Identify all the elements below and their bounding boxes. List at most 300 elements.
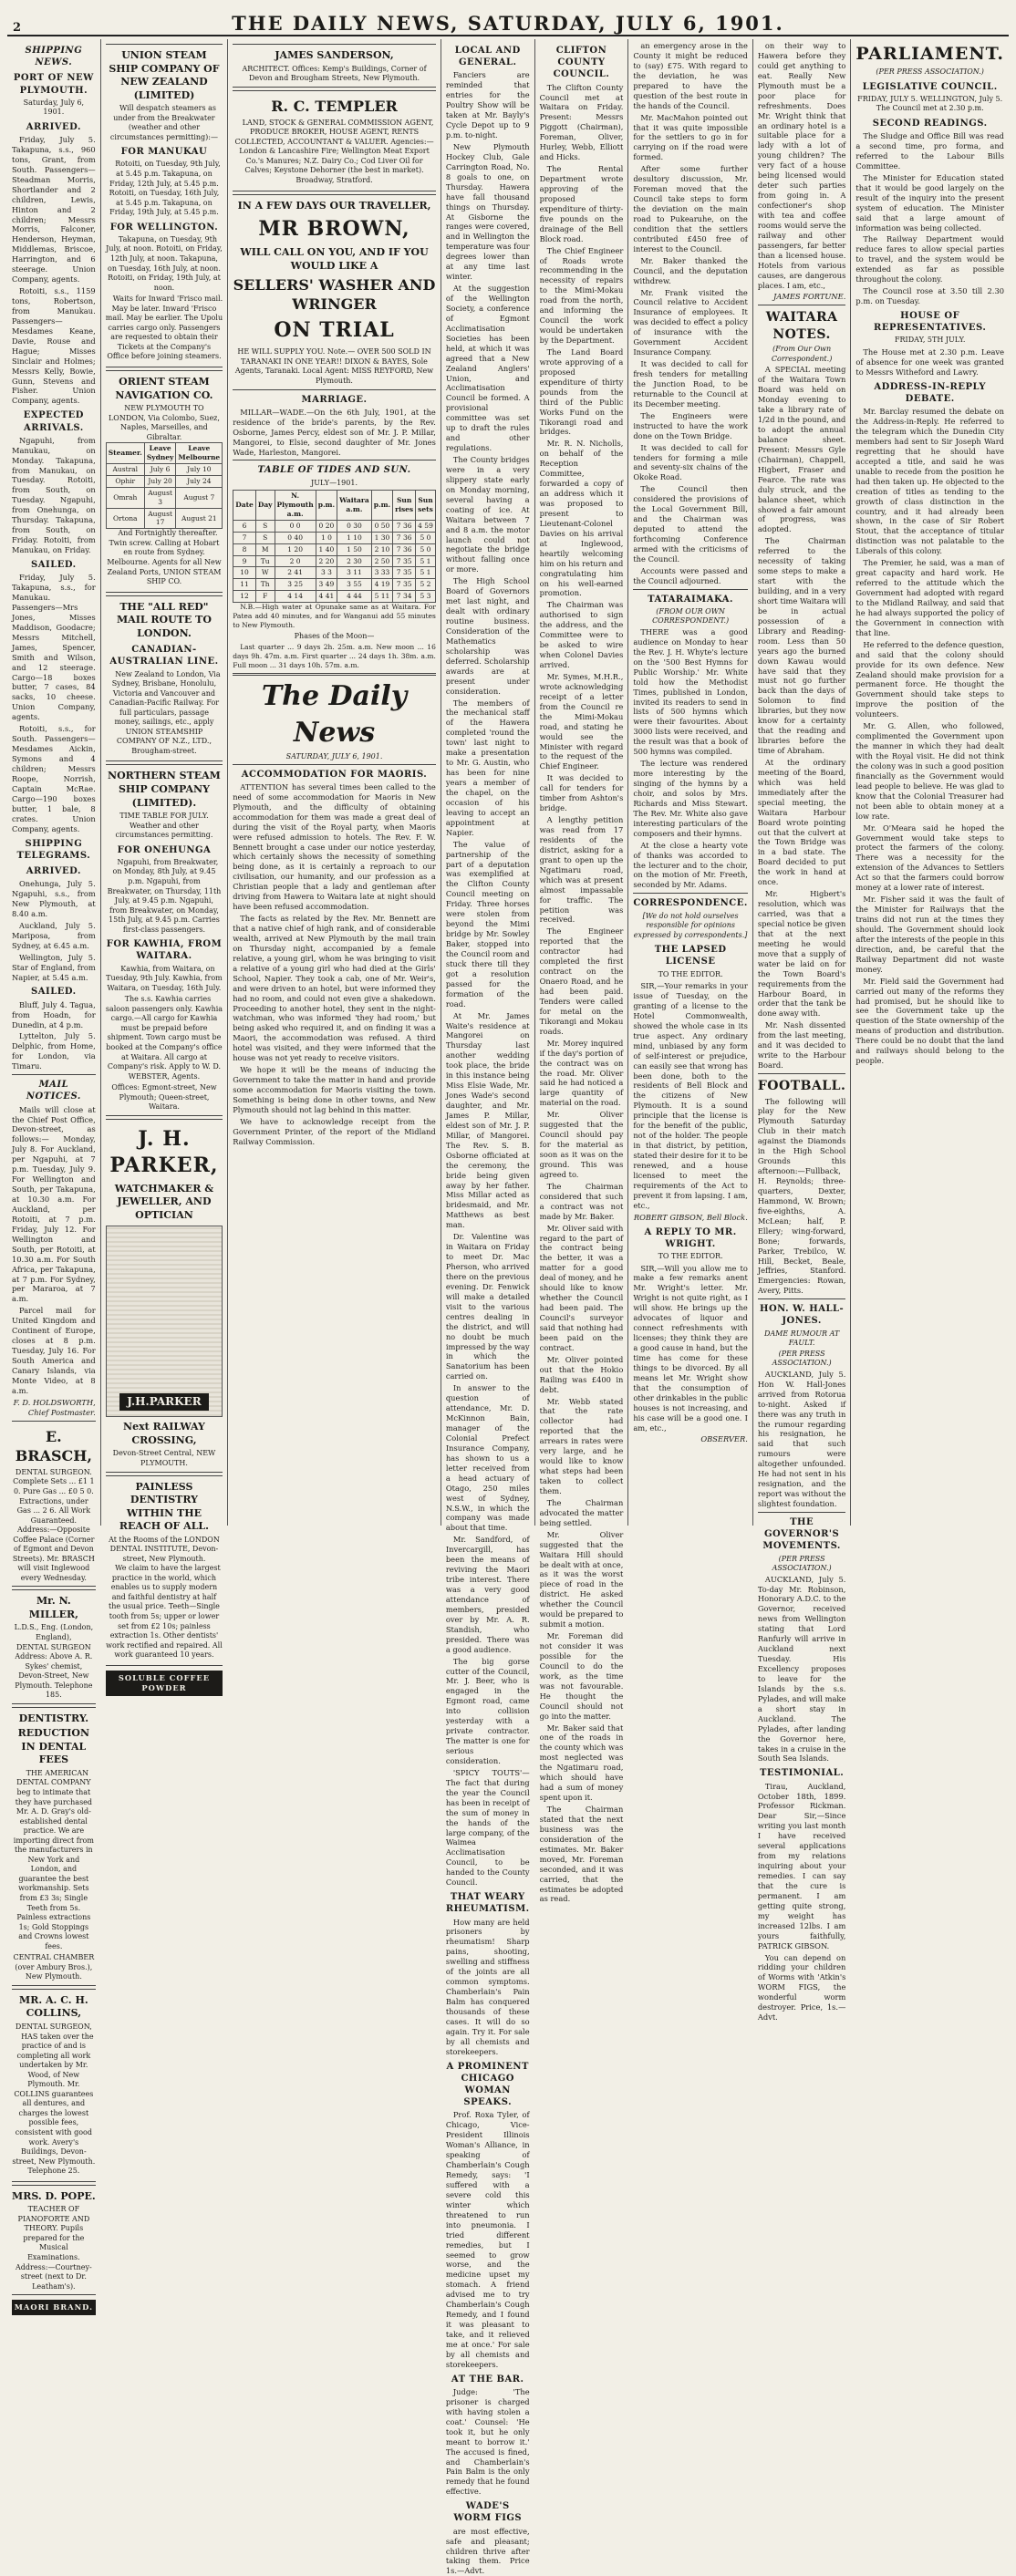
editorial-date: SATURDAY, JULY 6, 1901.	[233, 752, 436, 765]
shopfront-illustration	[106, 1226, 223, 1417]
coffee-powder-banner: SOLUBLE COFFEE POWDER	[106, 1671, 223, 1696]
article-paragraph: The Council then considered the provisions of the Local Government Bill, and the Chairman was deputed to attend the forthcoming Conference armed with the criticisms of the Council.	[633, 484, 748, 564]
article-paragraph: Mr. Higbert's resolution, which was carried, was that a special notice be given that at the next meeting he would move that a supply of water be laid on for the Town Board's requirements from the Harbour Board, in order that the tank be done away with.	[757, 889, 846, 1019]
subheading: SAILED.	[31, 559, 77, 570]
table-cell: August 7	[176, 487, 223, 508]
advert-title: NORTHERN STEAM SHIP COMPANY (LIMITED).	[108, 770, 221, 809]
byline: (From Our Own Correspondent.)	[771, 345, 833, 363]
advert-text: DENTAL SURGEON,	[15, 2022, 92, 2031]
advert-dentistry	[12, 1707, 96, 1986]
table-cell: 6	[233, 520, 256, 532]
section-heading: WAITARA NOTES.	[765, 310, 838, 342]
tide-table	[233, 490, 436, 603]
divider	[758, 1073, 846, 1074]
section-subheading: PORT OF NEW PLYMOUTH.	[13, 73, 94, 96]
advert-sellers-washer	[233, 194, 436, 390]
article-paragraph: The Chairman advocated the matter being settled.	[539, 1497, 624, 1527]
table-header: Waitara a.m.	[337, 491, 372, 521]
table-cell: 0 50	[371, 520, 392, 532]
article-paragraph: It was decided to call for tenders for timber from Ashton's bridge.	[539, 773, 624, 813]
editorial-heading: ACCOMMODATION FOR MAORIS.	[241, 769, 428, 780]
table-cell: Austral	[106, 464, 144, 476]
column-3	[228, 39, 441, 1526]
section-heading: MAIL NOTICES.	[26, 1080, 81, 1102]
subheading: EXPECTED ARRIVALS.	[23, 410, 84, 433]
article-paragraph: He referred to the defence question, and said that the colony should provide for its own defence. New Zealand should make provision for a permanent force. He thought the Government should take steps to improve the position of the volunteers.	[855, 639, 1004, 719]
advert-text: Offices: Egmont-street, New Plymouth; Queen-street, Waitara.	[111, 1083, 217, 1112]
divider	[633, 589, 748, 590]
subheading: SAILED.	[31, 987, 77, 998]
advert-title: MR BROWN,	[258, 217, 410, 242]
table-cell: 3 55	[337, 579, 372, 591]
editorial-paragraph: We have to acknowledge receipt from the Government Printer, of the report of the Midland Railway Commission.	[233, 1116, 436, 1146]
article-paragraph: How many are held prisoners by rheumatism! Sharp pains, shooting, swelling and stiffness of the joints are all common symptoms. Chamberlain's Pain Balm has conquered thousands of these cases. It will do so again. Try it. For sale by all chemists and storekeepers.	[445, 1917, 530, 2056]
table-cell: 7 36	[393, 520, 416, 532]
table-row	[106, 464, 222, 476]
table-row	[106, 508, 222, 529]
table-cell: 5 3	[416, 591, 436, 603]
article-paragraph: The Clifton County Council met at Waitara on Friday. Present: Messrs Piggott (Chairman), Foreman, Oliver, Hurley, Webb, Elliott and Hicks.	[539, 82, 624, 162]
table-cell: 3 11	[337, 567, 372, 579]
article-paragraph: Mr. Nash dissented from the last meeting, and it was decided to write to the Harbour Board.	[757, 1020, 846, 1071]
article-paragraph: The Chief Engineer of Roads wrote recommending in the necessity of repairs to the Mimi-Mokau road from the north, and informing the Council the work would be undertaken by the Department.	[539, 245, 624, 345]
advert-canadian-line	[106, 595, 223, 762]
table-cell: 3 3	[316, 567, 337, 579]
section-heading: HON. W. HALL-JONES.	[760, 1304, 845, 1327]
table-cell: July 10	[176, 464, 223, 476]
table-cell: 4 44	[337, 591, 372, 603]
table-cell: 3 25	[275, 579, 316, 591]
subheading: FOR WELLINGTON.	[109, 222, 219, 233]
table-cell: 7	[233, 532, 256, 543]
table-header: Sun rises	[393, 491, 416, 521]
table-cell: 3 49	[316, 579, 337, 591]
advert-text: NEW PLYMOUTH TO LONDON, Via Colombo, Suez, Naples, Marseilles, and Gibraltar.	[108, 404, 220, 441]
article-paragraph: Ngapuhi, from Manukau, on Monday. Takapuna, from Manukau, on Tuesday. Rotoiti, from South, on Tuesday. Ngapuhi, from Onehunga, on Thursday. Takapuna, from South, on Friday. Rotoiti, from Manukau, on Friday.	[12, 435, 96, 555]
advert-text: New Zealand to London, Via Sydney, Brisbane, Honolulu, Victoria and Vancouver and Canadian-Pacific Railway. For full particulars, passage money, sailings, etc., apply UNION STEAMSHIP COMPANY OF N.Z., LTD., Brougham-street.	[109, 669, 221, 755]
table-cell: Ophir	[106, 475, 144, 487]
subheading: FOR KAWHIA, FROM WAITARA.	[106, 939, 223, 962]
advert-title: REDUCTION IN DENTAL FEES	[17, 1727, 90, 1766]
table-cell: 12	[233, 591, 256, 603]
article-paragraph: THERE was a good audience on Monday to hear the Rev. J. H. Whyte's lecture on the '500 Best Hymns for Public Worship.' Mr. White told how the Methodist Times, published in London, invited its readers to send in lists of 500 hymns which were their favourites. About 3000 lists were received, and the result was that a book of 500 hymns was compiled.	[633, 626, 748, 757]
article-paragraph: Mr. Webb stated that the rate collector had reported that the arrears in rates were very large, and he would like to know what steps had been taken to collect them.	[539, 1396, 624, 1495]
advert-miller	[12, 1589, 96, 1703]
table-cell: 0 20	[316, 520, 337, 532]
masthead	[7, 5, 1009, 36]
table-cell: 4 19	[371, 579, 392, 591]
advert-text: DENTAL SURGEON	[16, 1642, 91, 1651]
divider	[233, 673, 436, 676]
editorial-paragraph: ATTENTION has several times been called to the need of some accommodation for Maoris in New Plymouth, and the difficulty of obtaining accommodation for them was made a great deal of during the visit of the Royal party, when Maoris were refused admission to hotels. The Rev. F. W. Bennett brought a case under our notice yesterday, which certainly shows the necessity of something being done, as it is certainly a reproach to our civilisation, our humanity, and our profession as a Christian people that a lady and gentleman after driving from Hawera to Waitara late at night should have been refused accommodation.	[233, 781, 436, 912]
section-heading: TABLE OF TIDES AND SUN.	[257, 465, 411, 476]
article-paragraph: Mr. O'Meara said he hoped the Government would take steps to protect the farmers of the colony. There was a necessity for the extension of the Advances to Settlers Act so that the farmers could borrow money at a lower rate of interest.	[855, 822, 1004, 893]
article-paragraph: The County bridges were in a very slippery state early on Monday morning, several having a coating of ice. At Waitara between 7 and 8 a.m. the motor launch could not negotiate the bridge without falling once or more.	[445, 455, 530, 574]
article-paragraph: Rotoiti, s.s., 1159 tons, Robertson, from Manukau. Passengers—Mesdames Keane, Davie, Rouse and Hague; Misses Sinclair and Holmes; Messrs Kelly, Bowie, Gunn, Stevens and Fisher. Union Company, agents.	[12, 286, 96, 406]
table-cell: 1 10	[337, 532, 372, 543]
section-heading: LOCAL AND GENERAL.	[454, 46, 521, 68]
sailing-table	[106, 442, 223, 529]
divider	[758, 1298, 846, 1299]
letter-heading: THE LAPSED LICENSE	[654, 945, 727, 967]
advert-title: UNION STEAM SHIP COMPANY OF NEW ZEALAND (LIMITED)	[109, 49, 220, 101]
table-header: Leave Melbourne	[176, 443, 223, 464]
article-paragraph: Auckland, July 5. Mariposa, from Sydney, at 6.45 a.m.	[12, 920, 96, 950]
table-cell: 11	[233, 579, 256, 591]
advert-london-dental	[106, 1475, 223, 1666]
table-cell: July 6	[144, 464, 176, 476]
advert-text: L.D.S., Eng. (London, England),	[14, 1623, 94, 1642]
table-cell: 0 40	[275, 532, 316, 543]
section-heading: PARLIAMENT.	[855, 44, 1004, 64]
advert-text: TEACHER OF PIANOFORTE AND THEORY. Pupils prepared for the Musical Examinations. Address:—Courtney-street (next to Dr. Leatham's).	[15, 2205, 92, 2291]
subheading: SECOND READINGS.	[872, 118, 988, 129]
article-paragraph: The Chairman stated that the next business was the consideration of the estimates. Mr. Baker moved, Mr. Foreman seconded, and it was carried, that the estimates be adopted as read.	[539, 1805, 624, 1904]
subheading: DAME RUMOUR AT FAULT.	[763, 1329, 840, 1348]
table-row	[233, 579, 436, 591]
article-paragraph: Mr. Sandford, of Invercargill, has been the means of reviving the Maori tribe interest. There was a very good attendance of members, presided over by Mr. A. R. Standish, who presided. There was a good audience.	[445, 1535, 530, 1654]
subheading: ARRIVED.	[26, 865, 81, 876]
advert-text: Kawhia, from Waitara, on Tuesday, 9th July. Kawhia, from Waitara, on Tuesday, 16th July.	[106, 964, 223, 992]
advert-text: DENTAL SURGEON.	[15, 1467, 92, 1476]
advert-text: At the Rooms of the LONDON DENTAL INSTITUTE, Devon-street, New Plymouth.	[109, 1535, 220, 1563]
article-paragraph: Friday, July 5. Takapuna, s.s., for Manukau. Passengers—Mrs Jones, Misses Maddison, Goodacre; Messrs Mitchell, James, Spencer, Smith and Wilson, and 12 steerage. Cargo—18 boxes butter, 7 cases, 84 sacks, 10 cheese. Union Company, agents.	[12, 573, 96, 722]
advert-title: MR. A. C. H. COLLINS,	[19, 1993, 88, 2020]
advert-text: Will despatch steamers as under from the Breakwater (weather and other circumstances permitting):—	[109, 104, 218, 141]
article-paragraph: A lengthy petition was read from 17 residents of the district, asking for a grant to open up the Ngatimaru road, which was at present almost impassable for traffic. The petition was received.	[539, 815, 624, 925]
advert-text: Takapuna, on Tuesday, 9th July, at noon. Rotoiti, on Friday, 12th July, at noon. Takapuna, on Tuesday, 16th July, at noon. Rotoiti, on Friday, 19th July, at noon.	[106, 234, 223, 292]
article-paragraph: Mr. Baker thanked the Council, and the deputation withdrew.	[633, 255, 748, 285]
advert-subtitle: WATCHMAKER & JEWELLER, AND OPTICIAN	[114, 1182, 214, 1221]
letter-paragraph: SIR,—Will you allow me to make a few remarks anent Mr. Wright's letter. Mr. Wright is not quite right, as I will show. He brings up the advocates of liquor and connect refreshments with licenses; they think they are a good cause in hand, but the time has come for these things to be divorced. By all means let Mr. Wright show that the consumption of other drinkables in the public houses is not increasing, and his case will be a good one. I am, etc.,	[633, 1263, 748, 1433]
article-paragraph: The following will play for the New Plymouth Saturday Club in their match against the Diamonds in the High School Grounds this afternoon:—Fullback, H. Reynolds; three-quarters, Dexter, Hammond, W. Brown; five-eighths, A. McLean; half, P. Ellery; wing-forward, Bone; forwards, Parker, Trebilco, W. Hill, Becket, Beale, Jeffries, Stanford. Emergencies: Rowan, Avery, Pitts.	[757, 1096, 846, 1296]
advert-brasch	[12, 1421, 96, 1588]
table-cell: 7 36	[393, 543, 416, 555]
dateline: FRIDAY, JULY 5. WELLINGTON, July 5. The Council met at 2.30 p.m.	[857, 94, 1003, 113]
subheading: WADE'S WORM FIGS	[453, 2501, 523, 2524]
article-paragraph: At Mr. James Waite's residence at Mangorei on Thursday last another wedding took place, the bride in this instance being Miss Elsie Wade, Mr. Jones Wade's second daughter, and Mr. James P. Millar, eldest son of Mr. J. P. Millar, of Mangorei. The Rev. S. B. Osborne officiated at the ceremony, the bride being given away by her father. Miss Millar acted as bridesmaid, and Mr. Matthews as best man.	[445, 1010, 530, 1230]
table-cell: 8	[233, 543, 256, 555]
article-paragraph: It was decided to call for tenders for forming a mile and seventy-six chains of the Okoke Road.	[633, 442, 748, 482]
advert-title: PAINLESS DENTISTRY WITHIN THE REACH OF ALL.	[119, 1480, 209, 1533]
advert-text: Waits for Inward 'Frisco mail. May be later. Inward 'Frisco mail. May be earlier. The Upolu carries cargo only. Passengers are requested to obtain their Tickets at the Company's Office before joining steamers.	[105, 295, 223, 361]
article-paragraph: The House met at 2.30 p.m. Leave of absence for one week was granted to Messrs Witheford and Lawry.	[855, 347, 1004, 377]
subheading: ARRIVED.	[26, 121, 81, 132]
article-paragraph: Bluff, July 4. Tagua, from Hoadn, for Dunedin, at 4 p.m.	[12, 999, 96, 1029]
advert-text: IN A FEW DAYS OUR TRAVELLER,	[237, 199, 431, 212]
article-paragraph: The Chairman referred to the necessity of taking some steps to make a start with the building, and in a very short time Waitara will be in actual possession of a Library and Reading-room. Less than 50 years ago the burned down Kawau would have said that they must not go further back than the days of Solomon to find libraries, but they now know for a certainty that the reading and libraries before the time of Abraham.	[757, 536, 846, 756]
advert-text: Ngapuhi, from Breakwater, on Monday, 8th July, at 9.45 p.m. Ngapuhi, from Breakwater, on Thursday, 11th July, at 9.45 p.m. Ngapuhi, from Breakwater, on Monday, 15th July, at 9.45 p.m. Carries first-class passengers.	[107, 857, 222, 934]
table-cell: 2 30	[337, 555, 372, 567]
table-row	[106, 487, 222, 508]
page-number: 2	[13, 21, 22, 35]
article-paragraph: Mr. Oliver suggested that the Council should pay for the material as soon as it was on the ground. This was agreed to.	[539, 1110, 624, 1179]
article-paragraph: Mr. Symes, M.H.R., wrote acknowledging receipt of a letter from the Council re the Mimi-Mokau road, and stating he would see the Minister with regard to the request of the Chief Engineer.	[539, 671, 624, 771]
table-cell: 1 40	[316, 543, 337, 555]
table-cell: 3 33	[371, 567, 392, 579]
table-cell: 5 1	[416, 555, 436, 567]
advert-title: ORIENT STEAM NAVIGATION CO.	[115, 376, 213, 401]
advert-union-steam-ship	[106, 44, 223, 367]
advert-text: Address:—Opposite Coffee Palace (Corner of Egmont and Devon Streets). Mr. BRASCH will visit Inglewood every Wednesday.	[12, 1526, 95, 1582]
article-paragraph: The Chairman was authorised to sign the address, and the Committee were to be asked to wire when Colonel Davies arrived.	[539, 600, 624, 669]
table-cell: 0 30	[337, 520, 372, 532]
subheading: Phases of the Moon—	[294, 631, 375, 640]
advert-text: ARCHITECT. Offices: Kemp's Buildings, Corner of Devon and Brougham Streets, New Plymouth.	[242, 64, 427, 83]
advert-title: ON TRIAL	[274, 318, 395, 343]
signature: F. D. HOLDSWORTH, Chief Postmaster.	[13, 1397, 96, 1417]
section-heading: FOOTBALL.	[757, 1079, 846, 1094]
column-1	[7, 39, 101, 2312]
table-header: p.m.	[316, 491, 337, 521]
advert-orient-line	[106, 370, 223, 593]
signature: JAMES FORTUNE.	[773, 292, 846, 302]
table-cell: 4 14	[275, 591, 316, 603]
advert-text: Complete Sets ... £1 1 0. Pure Gas ... £0 5 0. Extractions, under Gas ... 2 6. All Work Guaranteed.	[13, 1477, 95, 1525]
article-paragraph: Mr. Fisher said it was the fault of the Minister for Railways that the trains did not run at the times they should. The Government should look after the interests of the people in this direction, and, be careful that the Railway Department did not waste money.	[855, 895, 1004, 974]
column-6	[628, 39, 753, 1526]
article-paragraph: Wellington, July 5. Star of England, from Napier, at 5.45 a.m.	[12, 952, 96, 982]
article-paragraph: Mr. Field said the Government had carried out many of the reforms they had promised, but he should like to see the Government take up the question of the State ownership of the means of production and distribution. There could be no doubt that the land and railways should belong to the people.	[855, 976, 1004, 1066]
article-paragraph: The Minister for Education stated that it would be good largely on the result of the inquiry into the present system of education. The Minister said that a large amount of information was being collected.	[855, 172, 1004, 233]
article-paragraph: are most effective, safe and pleasant; children thrive after taking them. Price 1s.—Advt.	[445, 2526, 530, 2576]
table-cell: 7 34	[393, 591, 416, 603]
byline: (FROM OUR OWN CORRESPONDENT.)	[652, 606, 730, 626]
column-4	[441, 39, 535, 2576]
divider	[758, 1512, 846, 1513]
section-heading: TATARAIMAKA.	[648, 594, 734, 605]
table-row	[233, 543, 436, 555]
byline: (PER PRESS ASSOCIATION.)	[772, 1554, 832, 1573]
advert-collins	[12, 1989, 96, 2182]
table-cell: 2 50	[371, 555, 392, 567]
article-paragraph: Mr. MacMahon pointed out that it was quite impossible for the settlers to go in for carrying on if the road were formed.	[633, 112, 748, 162]
table-cell: F	[255, 591, 275, 603]
table-header: p.m.	[371, 491, 392, 521]
article-paragraph: New Plymouth Hockey Club, Gale Carrington Road, No. 8 goals to one, on Thursday. Hawera have fall thousand things on Thursday. At Gisborne the ranges were covered, and in Wellington the temperature was four degrees lower than at any time last winter.	[445, 141, 530, 282]
article-paragraph: The lecture was rendered more interesting by the singing of the hymns by a choir, and solos by Mrs. Richards and Miss Stewart. The Rev. Mr. White also gave interesting particulars of the composers and their hymns.	[633, 759, 748, 838]
advert-text: TIME TABLE FOR JULY. Weather and other circumstances permitting.	[115, 812, 213, 840]
table-header: Steamer.	[106, 443, 144, 464]
article-paragraph: Mails will close at the Chief Post Office, Devon-street, as follows:— Monday, July 8. For Auckland, per Ngapuhi, at 7 p.m. Tuesday, July 9. For Wellington and South, per Takapuna, at 10.30 a.m. For Auckland, per Rotoiti, at 7 p.m. Friday, July 12. For Wellington and South, per Rotoiti, at 10.30 a.m. For South Africa, per Takapuna, at 7 p.m. For Sydney, per Mararoa, at 7 a.m.	[12, 1104, 96, 1304]
advert-title: JAMES SANDERSON,	[275, 49, 394, 61]
article-paragraph: Lyttelton, July 5. Delphic, from Home, for London, via Timaru.	[12, 1031, 96, 1071]
article-paragraph: Mr. R. N. Nicholls, on behalf of the Reception Committee, forwarded a copy of an address which it was proposed to present to Lieutenant-Colonel Davies on his arrival at Inglewood, heartily welcoming him on his return and congratulating him on his well-earned promotion.	[539, 439, 624, 598]
article-paragraph: At the suggestion of the Wellington Society, a conference of Egmont Acclimatisation Societies has been held, at which it was agreed that a New Zealand Anglers' Union, and Acclimatisation Council be formed. A provisional committee was set up to draft the rules and other regulations.	[445, 284, 530, 453]
table-cell: Tu	[255, 555, 275, 567]
advert-title: R. C. TEMPLER	[271, 97, 398, 115]
article-paragraph: AUCKLAND, July 5. To-day Mr. Robinson, Honorary A.D.C. to the Governor, received news from Wellington stating that Lord Ranfurly will arrive in Auckland next Tuesday. His Excellency proposes to leave for the Islands by the s.s. Pylades, and will make a short stay in Auckland. The Pylades, after landing the Governor here, takes in a cruise in the South Sea Islands.	[757, 1574, 846, 1764]
table-cell: Th	[255, 579, 275, 591]
table-cell: August 3	[144, 487, 176, 508]
table-cell: 0 0	[275, 520, 316, 532]
byline: (PER PRESS ASSOCIATION.)	[772, 1349, 832, 1368]
subheading: THAT WEARY RHEUMATISM.	[445, 1892, 530, 1915]
article-paragraph: Friday, July 5. Takapuna, s.s., 960 tons, Grant, from South. Passengers—Steadman Morris, Shortlander and 2 children, Lewis, Hinton and 2 children; Messrs Morris, Falconer, Henderson, Heyman, Middlemas, Briscoe, Harrington, and 6 steerage. Union Company, agents.	[12, 135, 96, 284]
table-cell: 5 2	[416, 579, 436, 591]
article-paragraph: The value of partnership of the part of a deputation was exemplified at the Clifton County Council meeting on Friday. Three horses were stolen from beyond the Mimi bridge by Mr. Sowley Baker, stopped into the Council room and stuck there till they got a resolution passed for the formation of the road.	[445, 839, 530, 1009]
column-8	[851, 39, 1009, 1526]
subheading: FOR MANUKAU	[120, 147, 208, 158]
table-row	[233, 591, 436, 603]
advert-text: Devon-Street Central, NEW PLYMOUTH.	[112, 1449, 216, 1467]
advert-text: HAS taken over the practice of and is completing all work undertaken by Mr. Wood, of New Plymouth. Mr. COLLINS guarantees all dentures, and charges the lowest possible fees, consistent with good work. Avery's Buildings, Devon-street, New Plymouth. Telephone 25.	[12, 2032, 96, 2176]
article-paragraph: MILLAR—WADE.—On the 6th July, 1901, at the residence of the bride's parents, by the Rev. Osborne, James Percy, eldest son of Mr. J. P. Millar, Mangorei, to Elsie, second daughter of Mr. Jones Wade, Harleston, Mangorei.	[233, 407, 436, 457]
article-paragraph: The Premier, he said, was a man of great capacity and hard work. He referred to the attitude which the Government had adopted with regard to the Midland Railway, and said that he had always supported the policy of the Government in connection with that line.	[855, 558, 1004, 637]
article-paragraph: Prof. Roxa Tyler, of Chicago, Vice-President Illinois Woman's Alliance, in speaking of Chamberlain's Cough Remedy, says: 'I suffered with a severe cold this winter which threatened to run into pneumonia. I tried different remedies, but I seemed to grow worse, and the medicine upset my stomach. A friend advised me to try Chamberlain's Cough Remedy, and I found it was pleasant to take, and it relieved me at once.' For sale by all chemists and storekeepers.	[445, 2110, 530, 2369]
subheading: MARRIAGE.	[301, 394, 368, 405]
article-paragraph: The Rental Department wrote approving of the proposed expenditure of thirty-five pounds on the drainage of the Bell Block road.	[539, 164, 624, 243]
divider	[12, 1074, 96, 1075]
table-cell: 5 1	[416, 567, 436, 579]
byline: (PER PRESS ASSOCIATION.)	[876, 67, 984, 77]
advert-pope	[12, 2185, 96, 2295]
table-cell: 1 20	[275, 543, 316, 555]
table-row	[233, 555, 436, 567]
table-header: Date	[233, 491, 256, 521]
table-row	[233, 567, 436, 579]
advert-text: WILL CALL ON YOU, AND IF YOU WOULD LIKE A	[240, 246, 429, 272]
column-2	[101, 39, 228, 1692]
article-paragraph: Mr. Barclay resumed the debate on the Address-in-Reply. He referred to the telegram which the Dunedin City members had sent to Sir Joseph Ward regretting that he should have accepted a title, and said he was unable to recede from the position he had then taken up. He objected to the creation of titles as tending to the growth of class distinction in the country, and it had already been shown, in the case of Sir Robert Stout, that the acceptance of titular distinction was not palatable to the Liberals of this colony.	[855, 407, 1004, 556]
table-row	[233, 520, 436, 532]
article-paragraph: You can depend on ridding your children of Worms with 'Atkin's WORM FIGS, the wonderful worm destroyer. Price, 1s.—Advt.	[757, 1952, 846, 2023]
table-cell: Ortona	[106, 508, 144, 529]
advert-text: LAND, STOCK & GENERAL COMMISSION AGENT, PRODUCE BROKER, HOUSE AGENT, RENTS COLLECTED, ACCOUNTANT & VALUER. Agencies:— London & Lancashire Fire; Wellington Meat Export Co.'s Manures; N.Z. Dairy Co.; Cod Liver Oil for Calves; Keystone Dehorner (the best in market). Broadway, Stratford.	[234, 118, 434, 184]
advert-title: Next RAILWAY CROSSING,	[123, 1421, 205, 1446]
table-cell: 5 0	[416, 543, 436, 555]
article-paragraph: Mr. Foreman did not consider it was possible for the Council to do the work, as the time was not favourable. He thought the Council should not go into the matter.	[539, 1631, 624, 1721]
table-header: N. Plymouth a.m.	[275, 491, 316, 521]
letter-salutation: TO THE EDITOR.	[658, 1251, 723, 1260]
advert-text: THE AMERICAN DENTAL COMPANY beg to intimate that they have purchased Mr. A. D. Gray's old-established dental practice. We are importing direct from the manufacturers in New York and London, and guarantee the best workmanship. Sets from £3 3s; Single Teeth from 5s. Painless extractions 1s; Gold Stoppings and Crowns lowest fees.	[13, 1768, 94, 1950]
article-paragraph: Mr. Oliver said with regard to the part of the contract being the better, it was a matter for a good deal of money, and he should like to know whether the Council had been paid. The Council's surveyor said that nothing had been paid on the contract.	[539, 1223, 624, 1352]
table-cell: Omrah	[106, 487, 144, 508]
table-cell: 7 36	[393, 532, 416, 543]
table-cell: July 24	[176, 475, 223, 487]
advert-title: Mr. N. MILLER,	[28, 1595, 78, 1620]
subheading: HOUSE OF REPRESENTATIVES.	[874, 311, 987, 334]
editorial-paragraph: We hope it will be the means of inducing the Government to take the matter in hand and provide some accommodation for Maoris visiting the town. Something is being done in other towns, and New Plymouth should not lag behind in this matter.	[233, 1065, 436, 1114]
advert-title: DENTISTRY.	[18, 1712, 89, 1724]
table-cell: S	[255, 532, 275, 543]
article-paragraph: After some further desultory discussion, Mr. Foreman moved that the Council take steps to form the deviation on the main road to Pukearuhe, on the condition that the settlers contributed £450 free of interest to the Council.	[633, 164, 748, 253]
signature: OBSERVER.	[700, 1434, 748, 1444]
page-title: THE DAILY NEWS, SATURDAY, JULY 6, 1901.	[232, 12, 784, 35]
article-paragraph: 'SPICY TOUTS'—The fact that during the year the Council has been in receipt of the sum of money in the hands of the large company, of the Waimea Acclimatisation Council, to be handed to the County Council.	[445, 1767, 530, 1888]
advert-title: THE "ALL RED" MAIL ROUTE TO LONDON.	[117, 600, 212, 639]
table-cell: 4 59	[416, 520, 436, 532]
article-paragraph: At the close a hearty vote of thanks was accorded to the lecturer and to the choir, on the motion of Mr. Freeth, seconded by Mr. Adams.	[633, 840, 748, 890]
subheading: CANADIAN-AUSTRALIAN LINE.	[109, 645, 219, 667]
table-cell: August 17	[144, 508, 176, 529]
moon-phases: Last quarter ... 9 days 2h. 25m. a.m. New moon ... 16 days 9h. 47m. a.m. First quarter ... 24 days 1h. 38m. a.m. Full moon ... 31 days 10h. 57m. a.m.	[233, 643, 436, 670]
advert-northern-steam-ship	[106, 764, 223, 1115]
table-row	[233, 532, 436, 543]
article-paragraph: The Sludge and Office Bill was read a second time, pro forma, and referred to the Labour Bills Committee.	[855, 131, 1004, 171]
advert-text: CENTRAL CHAMBER (over Ambury Bros.), New Plymouth.	[13, 1953, 95, 1981]
shop-sign: J.H.PARKER	[119, 1393, 208, 1412]
subheading: LEGISLATIVE COUNCIL.	[862, 81, 998, 92]
table-cell: August 21	[176, 508, 223, 529]
table-cell: M	[255, 543, 275, 555]
article-paragraph: Mr. Oliver pointed out that the Hokio Railing was £400 in debt.	[539, 1354, 624, 1394]
article-paragraph: an emergency arose in the County it might be reduced to (say) £75. With regard to the deviation, he was prepared to have the question of the best route in the hands of the Council.	[633, 41, 748, 110]
advert-text: Address: Above A. R. Sykes' chemist, Devon-Street, New Plymouth. Telephone 185.	[15, 1652, 93, 1700]
article-paragraph: At the ordinary meeting of the Board, which was held immediately after the special meeting, the Waitara Harbour Board wrote pointing out that the culvert at the Town Bridge was in a bad state. The Board decided to put the work in hand at once.	[757, 757, 846, 887]
section-heading: CLIFTON COUNTY COUNCIL.	[553, 46, 610, 80]
table-header: Leave Sydney	[144, 443, 176, 464]
columns	[7, 39, 1009, 2576]
dateline: JULY—1901.	[311, 478, 358, 487]
article-paragraph: Tirau, Auckland, October 18th, 1899. Professor Rickman. Dear Sir,—Since writing you last month I have received several applications from my relations inquiring about your remedies. I can say that the cure is permanent. I am getting quite strong, my weight has increased 12lbs. I am yours faithfully, PATRICK GIBSON.	[757, 1781, 846, 1950]
dateline: FRIDAY, 5TH JULY.	[894, 336, 966, 345]
advert-templer	[233, 90, 436, 191]
section-heading: SHIPPING NEWS.	[25, 46, 83, 68]
subheading: A PROMINENT CHICAGO WOMAN SPEAKS.	[446, 2061, 529, 2108]
subheading: ADDRESS-IN-REPLY DEBATE.	[874, 381, 987, 404]
article-paragraph: The big gorse cutter of the Council, Mr. J. Beer, who is engaged in the Egmont road, came into collision yesterday with a private contractor. The matter is one for serious consideration.	[445, 1656, 530, 1765]
article-paragraph: Parcel mail for United Kingdom and Continent of Europe, closes at 8 p.m. Tuesday, July 16. For South America and Canary Islands, via Monte Video, at 8 a.m.	[12, 1306, 96, 1395]
table-cell: 1 50	[337, 543, 372, 555]
table-cell: 10	[233, 567, 256, 579]
letter-paragraph: on their way to Hawera before they could get anything to eat. Really New Plymouth must be a poor place for refreshments. Does Mr. Wright think that an ordinary hotel is a suitable place for a lady with a lot of young children? The very fact of a house being licensed would deter such parties from going in. A confectioner's shop with tea and coffee rooms would serve the railway and other passengers, far better than a licensed house. Hotels from various causes, are dangerous places. I am, etc.,	[757, 41, 846, 290]
article-paragraph: Judge: 'The prisoner is charged with having stolen a coat.' Counsel: 'He took it, but he only meant to borrow it.' The accused is fined, and Chamberlain's Pain Balm is the only remedy that he found effective.	[445, 2386, 530, 2497]
advert-title: E. BRASCH,	[15, 1427, 92, 1464]
table-cell: 5 11	[371, 591, 392, 603]
table-cell: 9	[233, 555, 256, 567]
article-paragraph: Onehunga, July 5. Ngapuhi, s.s., from New Plymouth, at 8.40 a.m.	[12, 879, 96, 918]
table-cell: 2 41	[275, 567, 316, 579]
letter-salutation: TO THE EDITOR.	[658, 969, 723, 978]
article-paragraph: The Railway Department would reduce fares to allow special parties to travel, and the system would be extended as far as possible throughout the colony.	[855, 234, 1004, 284]
table-cell: W	[255, 567, 275, 579]
table-cell: 7 35	[393, 555, 416, 567]
article-paragraph: It was decided to call for fresh tenders for metalling the Junction Road, to be returnable to the Council at its December meeting.	[633, 359, 748, 409]
editorial-masthead: The Daily News	[261, 679, 408, 749]
dateline: Saturday, July 6, 1901.	[23, 98, 85, 117]
letter-paragraph: SIR,—Your remarks in your issue of Tuesday, on the granting of a license to the Hotel Commonwealth, showed the whole case in its true aspect. Any ordinary mind, unbiased by any form of self-interest or prejudice, can easily see that wrong has been done, both to the residents of Bell Block and the citizens of New Plymouth. It is a sound principle that the license is for the benefit of the public, not of the holder. The people in that district, by petition, stated their desire for it to be renewed, and a house licensed to meet the requirements of the Act to prevent it from lapsing. I am, etc.,	[633, 981, 748, 1210]
advert-title: SELLERS' WASHER AND WRINGER	[233, 276, 436, 314]
table-cell: July 20	[144, 475, 176, 487]
signature: ROBERT GIBSON, Bell Block.	[633, 1212, 748, 1222]
article-paragraph: The Engineer reported that the contractor had completed the first contract on the Onaero Road, and he had been paid. Tenders were called for metal on the Tikorangi and Mokau roads.	[539, 926, 624, 1036]
advert-text: The s.s. Kawhia carries saloon passengers only. Kawhia cargo.—All cargo for Kawhia must be prepaid before shipment. Town cargo must be booked at the Company's office at Waitara. All cargo at Company's risk. Apply to W. D. WEBSTER, Agents.	[105, 995, 223, 1081]
article-paragraph: Mr. G. Allen, who followed, complimented the Government upon the manner in which they had dealt with the Royal visit. He did not think the colony was in such a good position financially as the Government would lead people to believe. He was glad to know that the Colonial Treasurer had not been able to obtain money at a low rate.	[855, 721, 1004, 821]
article-paragraph: Dr. Valentine was in Waitara on Friday to meet Dr. Mac Pherson, who arrived there on the previous evening. Dr. Fenwick will make a detailed visit to the various centres dealing in the district, and will no doubt be much impressed by the way in which the Sanatorium has been carried on.	[445, 1232, 530, 1381]
article-paragraph: Mr. Morey inquired if the day's portion of the contract was on the road. Mr. Oliver said he had noticed a large quantity of material on the road.	[539, 1038, 624, 1108]
table-header: Day	[255, 491, 275, 521]
editorial-paragraph: The facts as related by the Rev. Mr. Bennett are that a native chief of high rank, and of considerable wealth, arrived at New Plymouth by the mail train on Thursday night, accompanied by a female relative, a young girl, whom he was bringing to visit a relative of a young girl who had died at the Girls' School, Napier. They took a cab, one of Mr. Weir's, and were driven to an hotel, but were informed they had no room, and could not even give a shakedown. Proceeding to another hotel, they sent in the night-watchman, who was informed 'they had room,' but being asked who required it, and on finding it was a Maori, the accommodation was refused. A third hotel was visited, and they were informed that the house was not yet ready to receive visitors.	[233, 914, 436, 1063]
table-cell: 7 35	[393, 579, 416, 591]
subheading: SHIPPING TELEGRAMS.	[16, 838, 91, 861]
article-paragraph: A SPECIAL meeting of the Waitara Town Board was held on Monday evening to take a library rate of 1/2d in the pound, and to adopt the annual balance sheet. Present: Messrs Gyle (Chairman), Chappell, Higbert, Fraser and Fearce. The rate was duly struck, and the balance sheet, which showed a fair amount of progress, was adopted.	[757, 365, 846, 534]
subheading: AT THE BAR.	[451, 2374, 524, 2385]
column-7	[753, 39, 852, 2023]
table-cell: 2 20	[316, 555, 337, 567]
advert-sanderson	[233, 44, 436, 88]
article-paragraph: The Land Board wrote approving of a proposed expenditure of thirty pounds from the third of the Public Works Fund on the Tikorangi road and bridges.	[539, 347, 624, 437]
article-paragraph: The High School Board of Governors met last night, and dealt with ordinary routine business. Consideration of the Mathematics scholarship was deferred. Scholarship awards are at present under consideration.	[445, 576, 530, 696]
advert-title: MRS. D. POPE.	[12, 2189, 96, 2202]
advert-title: J. H. PARKER,	[109, 1126, 219, 1177]
article-paragraph: Rotoiti, s.s., for South. Passengers—Mesdames Aickin, Symons and 4 children; Messrs Roope, Norrish, Captain McRae. Cargo—190 boxes butter, 1 bale, 8 crates. Union Company, agents.	[12, 724, 96, 833]
article-paragraph: Mr. Baker said that one of the roads in the county which was most neglected was the Ngatimaru road, which should have had a sum of money spent upon it.	[539, 1723, 624, 1803]
article-paragraph: The Chairman considered that such a contract was not made by Mr. Baker.	[539, 1181, 624, 1221]
table-cell: 2 0	[275, 555, 316, 567]
article-paragraph: Accounts were passed and the Council adjourned.	[633, 565, 748, 585]
section-heading: CORRESPONDENCE.	[633, 898, 748, 909]
